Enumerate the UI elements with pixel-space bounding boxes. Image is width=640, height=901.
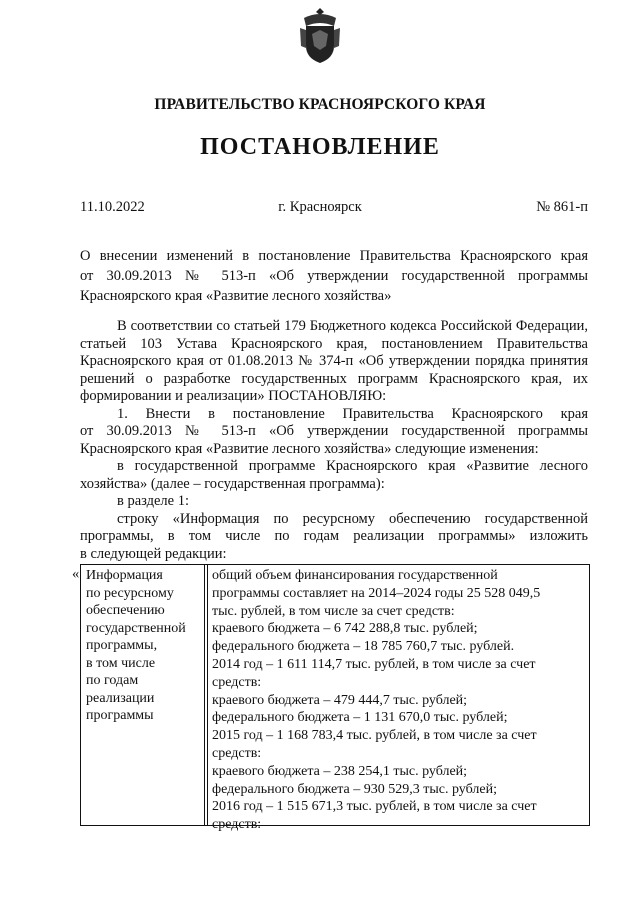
- document-number: № 861-п: [536, 199, 588, 215]
- paragraph-line: формировании и реализации» ПОСТАНОВЛЯЮ:: [80, 388, 387, 404]
- table-right-line: краевого бюджета – 6 742 288,8 тыс. рублей;: [212, 621, 478, 637]
- table-right-line: средств:: [212, 817, 262, 833]
- table-right-line: средств:: [212, 745, 262, 761]
- table-right-line: федерального бюджета – 930 529,3 тыс. рублей;: [212, 781, 497, 797]
- table-left-line: обеспечению: [86, 603, 165, 618]
- table-left-line: Информация: [86, 568, 163, 583]
- paragraph-line: Красноярского края «Развитие лесного хозяйства» следующие изменения:: [80, 440, 539, 457]
- table-left-line: программы: [86, 708, 154, 723]
- paragraph-line: в государственной программе Красноярского края «Развитие лесного: [117, 458, 588, 474]
- paragraph-line: программы, в том числе по годам реализации программы» изложить: [80, 528, 588, 544]
- table-right-line: федерального бюджета – 1 131 670,0 тыс. рублей;: [212, 710, 508, 726]
- paragraph-line: В соответствии со статьей 179 Бюджетного кодекса Российской Федерации,: [117, 318, 588, 334]
- document-subject: О внесении изменений в постановление Правительства Красноярского края от 30.09.2013 № 513-п «Об утверждении государственной программы Красноярского края «Развитие лесного хозяйства»: [80, 248, 588, 304]
- opening-quote-mark: «: [72, 566, 80, 582]
- table-right-line: краевого бюджета – 479 444,7 тыс. рублей;: [212, 692, 468, 708]
- paragraph-line: хозяйства» (далее – государственная программа):: [80, 475, 385, 492]
- table-left-line: программы,: [86, 638, 158, 653]
- paragraph-line: 1. Внести в постановление Правительства Красноярского края: [117, 405, 588, 422]
- table-left-line: государственной: [86, 620, 186, 636]
- funding-table: [80, 564, 590, 833]
- document-date: 11.10.2022: [80, 199, 145, 215]
- table-left-line: реализации: [86, 690, 155, 706]
- coat-of-arms-icon: [298, 6, 342, 66]
- table-right-line: 2016 год – 1 515 671,3 тыс. рублей, в том числе за счет: [212, 799, 537, 815]
- table-right-line: средств:: [212, 674, 262, 690]
- table-right-line: программы составляет на 2014–2024 годы 25 528 049,5: [212, 585, 541, 601]
- paragraph-line: в следующей редакции:: [80, 545, 227, 562]
- table-right-line: краевого бюджета – 238 254,1 тыс. рублей;: [212, 763, 468, 779]
- document-type-title: ПОСТАНОВЛЕНИЕ: [200, 134, 440, 160]
- table-left-line: по ресурсному: [86, 585, 174, 601]
- document-city: г. Красноярск: [278, 199, 362, 215]
- table-right-line: 2015 год – 1 168 783,4 тыс. рублей, в том числе за счет: [212, 728, 537, 744]
- paragraph-line: Красноярского края от 01.08.2013 № 374-п «Об утверждении порядка принятия: [80, 353, 588, 369]
- table-right-line: общий объем финансирования государственной: [212, 568, 498, 583]
- table-right-line: федерального бюджета – 18 785 760,7 тыс. рублей.: [212, 639, 515, 655]
- paragraph-line: статьей 103 Устава Красноярского края, постановлением Правительства: [80, 335, 588, 352]
- paragraph-line: от 30.09.2013 № 513-п «Об утверждении государственной программы: [80, 423, 588, 439]
- table-right-cell: [207, 565, 589, 833]
- paragraph-line: в разделе 1:: [117, 493, 190, 509]
- table-left-line: по годам: [86, 673, 139, 688]
- table-left-cell: [81, 565, 205, 825]
- table-left-line: в том числе: [86, 655, 156, 671]
- paragraph-line: решений о разработке государственных программ Красноярского края, их: [80, 370, 588, 387]
- table-right-line: 2014 год – 1 611 114,7 тыс. рублей, в том числе за счет: [212, 656, 536, 672]
- government-name: ПРАВИТЕЛЬСТВО КРАСНОЯРСКОГО КРАЯ: [154, 96, 486, 113]
- document-body: [80, 318, 588, 563]
- table-right-line: тыс. рублей, в том числе за счет средств:: [212, 603, 455, 619]
- paragraph-line: строку «Информация по ресурсному обеспечению государственной: [117, 510, 588, 527]
